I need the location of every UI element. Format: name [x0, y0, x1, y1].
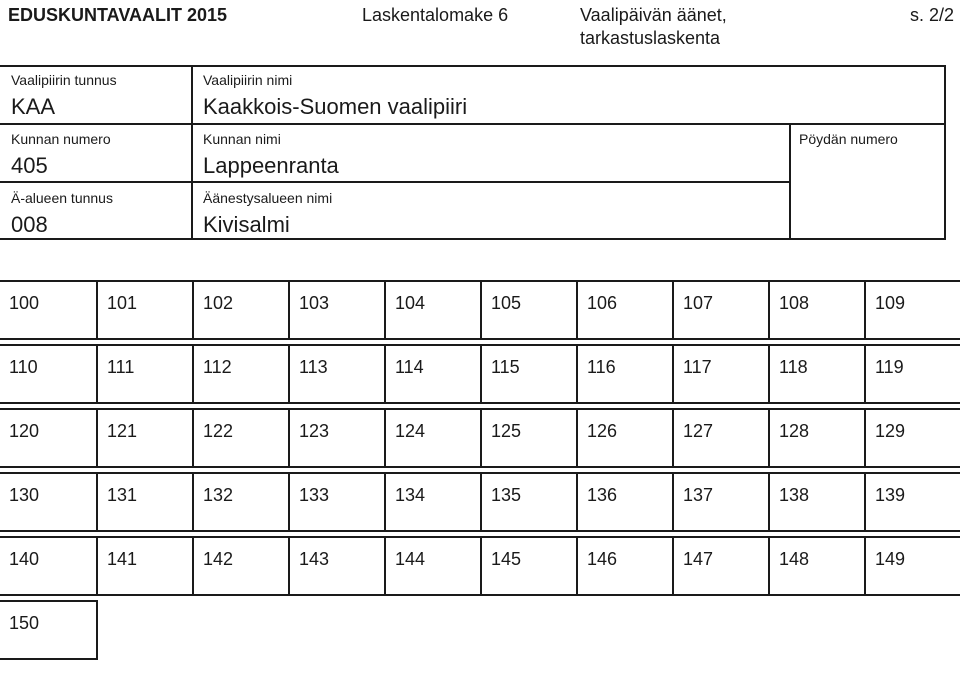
candidate-number: 144	[395, 549, 426, 569]
candidate-cell	[0, 410, 96, 466]
candidate-number: 104	[395, 293, 426, 313]
info-divider	[789, 125, 791, 238]
candidate-number: 149	[875, 549, 906, 569]
candidate-cell	[672, 346, 768, 402]
candidate-number: 110	[9, 357, 38, 377]
candidate-cell	[0, 602, 96, 658]
candidate-cell	[576, 474, 672, 530]
candidate-number: 141	[107, 549, 138, 569]
area-code-label: Ä-alueen tunnus	[11, 190, 113, 206]
candidate-number: 143	[299, 549, 330, 569]
candidate-cell	[864, 282, 960, 338]
candidate-number: 127	[683, 421, 714, 441]
municipality-number-value: 405	[11, 153, 48, 178]
district-name-label: Vaalipiirin nimi	[203, 72, 293, 88]
candidate-cell	[576, 538, 672, 594]
info-divider	[0, 181, 789, 183]
candidate-number: 137	[683, 485, 714, 505]
candidate-cell	[0, 474, 96, 530]
candidate-number: 107	[683, 293, 714, 313]
candidate-cell	[768, 346, 864, 402]
candidate-number: 113	[299, 357, 328, 377]
candidate-row	[0, 280, 960, 340]
page-header	[0, 0, 960, 50]
candidate-cell	[480, 346, 576, 402]
candidate-cell	[96, 410, 192, 466]
candidate-cell	[96, 346, 192, 402]
district-code-label: Vaalipiirin tunnus	[11, 72, 117, 88]
candidate-cell	[96, 538, 192, 594]
candidate-cell	[864, 346, 960, 402]
candidate-row	[0, 536, 960, 596]
candidate-number: 111	[107, 357, 135, 377]
candidate-cell	[192, 346, 288, 402]
candidate-cell	[288, 410, 384, 466]
candidate-row	[0, 408, 960, 468]
candidate-number: 114	[395, 357, 424, 377]
candidate-number: 136	[587, 485, 618, 505]
candidate-number: 119	[875, 357, 904, 377]
candidate-cell	[192, 538, 288, 594]
candidate-number: 101	[107, 293, 138, 313]
candidate-number: 116	[587, 357, 616, 377]
candidate-number: 124	[395, 421, 426, 441]
candidate-cell	[384, 474, 480, 530]
candidate-number: 130	[9, 485, 40, 505]
candidate-cell	[480, 538, 576, 594]
candidate-number: 147	[683, 549, 714, 569]
candidate-cell	[864, 538, 960, 594]
area-name-value: Kivisalmi	[203, 212, 290, 237]
candidate-number: 146	[587, 549, 618, 569]
candidate-cell	[672, 538, 768, 594]
candidate-number: 121	[107, 421, 138, 441]
candidate-cell	[672, 282, 768, 338]
candidate-number: 128	[779, 421, 810, 441]
candidate-cell	[288, 282, 384, 338]
candidate-number: 122	[203, 421, 234, 441]
info-box	[0, 65, 946, 240]
candidate-cell	[576, 410, 672, 466]
table-number-label: Pöydän numero	[799, 131, 898, 147]
candidate-number: 123	[299, 421, 330, 441]
candidate-number: 118	[779, 357, 808, 377]
candidate-number: 145	[491, 549, 522, 569]
candidate-number: 148	[779, 549, 810, 569]
candidate-cell	[96, 474, 192, 530]
candidate-cell	[288, 346, 384, 402]
candidate-cell	[192, 410, 288, 466]
candidate-cell	[192, 282, 288, 338]
candidate-row	[0, 600, 98, 660]
info-divider	[191, 67, 193, 238]
candidate-number: 132	[203, 485, 234, 505]
candidate-number: 129	[875, 421, 906, 441]
page-number: s. 2/2	[909, 5, 954, 25]
candidate-number: 131	[107, 485, 138, 505]
candidate-number: 142	[203, 549, 234, 569]
form-description: Vaalipäivän äänet, tarkastuslaskenta	[580, 5, 727, 48]
election-title: EDUSKUNTAVAALIT 2015	[8, 5, 228, 25]
candidate-cell	[480, 282, 576, 338]
candidate-number: 108	[779, 293, 810, 313]
candidate-cell	[672, 474, 768, 530]
candidate-row	[0, 472, 960, 532]
candidate-number: 103	[299, 293, 330, 313]
candidate-number: 133	[299, 485, 330, 505]
candidate-cell	[576, 346, 672, 402]
candidate-cell	[768, 410, 864, 466]
municipality-name-value: Lappeenranta	[203, 153, 339, 178]
candidate-cell	[768, 538, 864, 594]
candidate-cell	[0, 346, 96, 402]
municipality-name-label: Kunnan nimi	[203, 131, 281, 147]
candidate-number: 126	[587, 421, 618, 441]
candidate-number: 115	[491, 357, 520, 377]
candidate-cell	[96, 282, 192, 338]
candidate-cell	[384, 538, 480, 594]
candidate-cell	[288, 538, 384, 594]
candidate-cell	[384, 410, 480, 466]
candidate-cell	[480, 410, 576, 466]
area-name-label: Äänestysalueen nimi	[203, 190, 333, 206]
candidate-cell	[384, 282, 480, 338]
candidate-number: 140	[9, 549, 40, 569]
candidate-cell	[672, 410, 768, 466]
candidate-number: 135	[491, 485, 522, 505]
candidate-number: 100	[9, 293, 40, 313]
candidate-cell	[768, 282, 864, 338]
candidate-number: 138	[779, 485, 810, 505]
candidate-cell	[288, 474, 384, 530]
candidate-number: 139	[875, 485, 906, 505]
candidate-number: 134	[395, 485, 426, 505]
candidate-number: 150	[9, 613, 40, 633]
candidate-number: 120	[9, 421, 40, 441]
candidate-number: 106	[587, 293, 618, 313]
municipality-number-label: Kunnan numero	[11, 131, 111, 147]
candidate-cell	[864, 410, 960, 466]
candidate-cell	[0, 282, 96, 338]
form-name: Laskentalomake 6	[362, 5, 509, 25]
candidate-cell	[576, 282, 672, 338]
candidate-number: 105	[491, 293, 522, 313]
candidate-cell	[0, 538, 96, 594]
candidate-cell	[768, 474, 864, 530]
candidate-number: 102	[203, 293, 234, 313]
district-code-value: KAA	[11, 94, 56, 119]
candidate-number: 117	[683, 357, 712, 377]
candidate-cell	[192, 474, 288, 530]
candidate-row	[0, 344, 960, 404]
candidate-number: 112	[203, 357, 232, 377]
candidate-cell	[480, 474, 576, 530]
area-code-value: 008	[11, 212, 48, 237]
candidate-cell	[384, 346, 480, 402]
candidate-number: 109	[875, 293, 906, 313]
candidate-number: 125	[491, 421, 522, 441]
info-divider	[0, 123, 944, 125]
candidate-cell	[864, 474, 960, 530]
district-name-value: Kaakkois-Suomen vaalipiiri	[203, 94, 468, 119]
